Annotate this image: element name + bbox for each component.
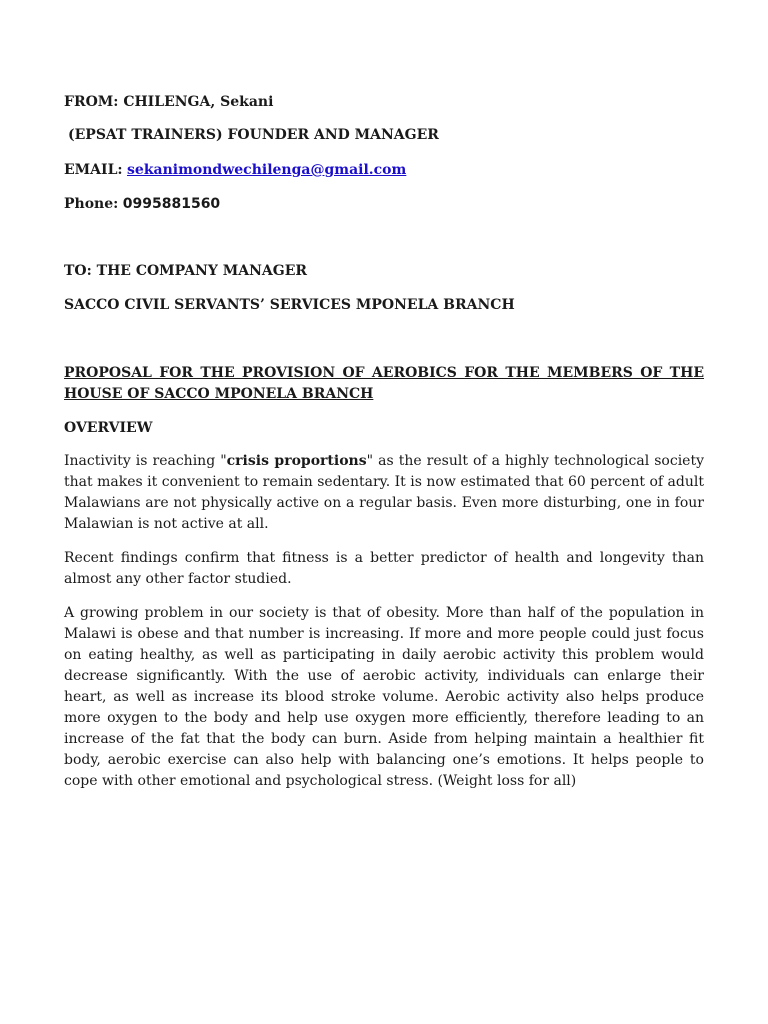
sender-role: (EPSAT TRAINERS) FOUNDER AND MANAGER	[68, 127, 439, 143]
phone-line	[64, 194, 220, 214]
phone-label: Phone:	[64, 196, 119, 212]
from-label: FROM:	[64, 94, 119, 110]
phone-number: 0995881560	[122, 196, 221, 212]
from-name: CHILENGA, Sekani	[123, 94, 274, 110]
email-line	[64, 160, 406, 180]
email-link[interactable]: sekanimondwechilenga@gmail.com	[127, 162, 407, 178]
overview-paragraph-3: A growing problem in our society is that of obesity. More than half of the population in Malawi is obese and that number is increasing. If more and more people could just focus on eating healthy, as well as participating in daily aerobic activity this problem would decrease significantly. With the use of aerobic activity, individuals can enlarge their heart, as well as increase its blood stroke volume. Aerobic activity also helps produce more oxygen to the body and help use oxygen more efficiently, therefore leading to an increase of the fat that the body can burn. Aside from helping maintain a healthier fit body, aerobic exercise can also help with balancing one’s emotions. It helps people to cope with other emotional and psychological stress. (Weight loss for all)	[64, 605, 704, 789]
proposal-title: PROPOSAL FOR THE PROVISION OF AEROBICS FOR THE MEMBERS OF THE HOUSE OF SACCO MPONELA BRANCH	[64, 365, 704, 402]
p1-text-end: " as the result of a highly technological society that makes it convenient to remain sedentary. It is now estimated that 60 percent of adult Malawians are not physically active on a regular basis. Even more disturbing, one in four Malawian is not active at all.	[64, 453, 704, 532]
recipient-line: TO: THE COMPANY MANAGER	[64, 263, 307, 279]
section-heading-overview: OVERVIEW	[64, 420, 153, 436]
p1-emphasis: crisis proportions	[226, 453, 367, 469]
email-label: EMAIL:	[64, 162, 123, 178]
p1-text-start: Inactivity is reaching "	[64, 453, 227, 469]
recipient-organization: SACCO CIVIL SERVANTS’ SERVICES MPONELA BRANCH	[64, 297, 515, 313]
overview-paragraph-2: Recent findings confirm that fitness is a better predictor of health and longevity than almost any other factor studied.	[64, 550, 704, 587]
from-line	[64, 92, 273, 112]
overview-paragraph-1	[64, 451, 704, 535]
